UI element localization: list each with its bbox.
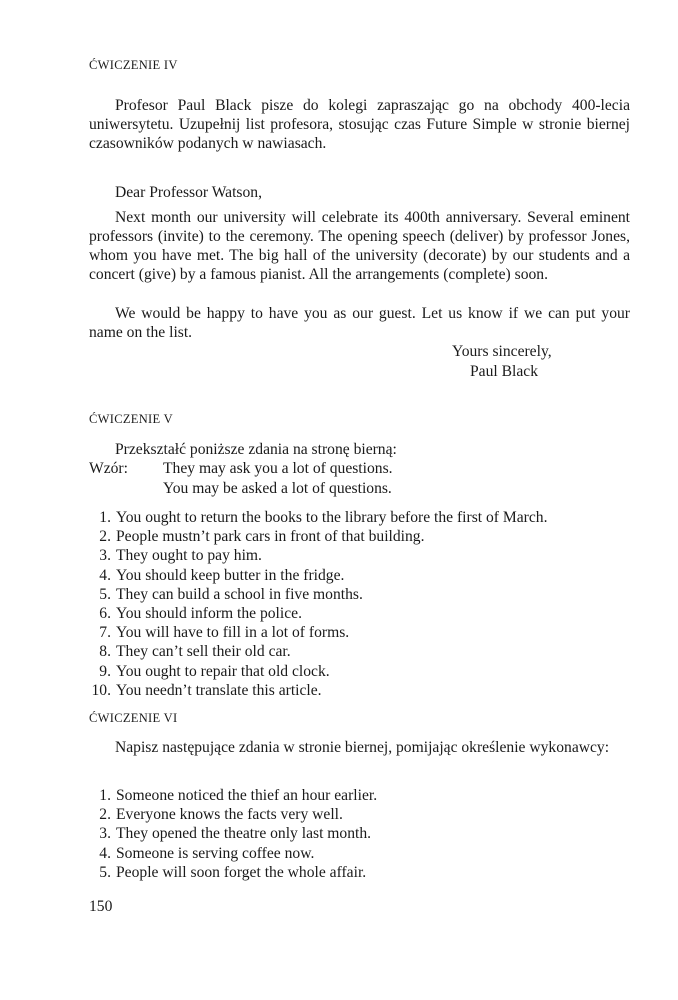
list-item: 2. People mustn’t park cars in front of that building.	[99, 528, 425, 546]
page-number: 150	[89, 898, 113, 915]
exercise-4-instruction: Profesor Paul Black pisze do kolegi zapraszając go na obchody 400-lecia uniwersytetu. Uzupełnij list profesora, stosując czas Future Simple w stronie biernej czasowników podanych w nawiasach.	[89, 97, 630, 152]
list-item: 4. Someone is serving coffee now.	[99, 844, 315, 862]
list-item: 1. You ought to return the books to the library before the first of March.	[99, 509, 548, 526]
list-item: 4. You should keep butter in the fridge.	[99, 566, 345, 584]
example-active-sentence: They may ask you a lot of questions.	[163, 460, 393, 477]
exercise-6-heading: ĆWICZENIE VI	[89, 711, 178, 725]
exercise-5-heading: ĆWICZENIE V	[89, 412, 173, 426]
list-item: 7. You will have to fill in a lot of forms.	[99, 624, 350, 642]
example-label: Wzór:	[89, 460, 128, 477]
exercise-5-instruction: Przekształć poniższe zdania na stronę bierną:	[115, 441, 397, 458]
letter-salutation: Dear Professor Watson,	[115, 184, 262, 201]
list-item: 3. They ought to pay him.	[99, 547, 262, 565]
list-item: 2. Everyone knows the facts very well.	[99, 806, 343, 824]
letter-signature: Paul Black	[470, 363, 538, 380]
example-passive-sentence: You may be asked a lot of questions.	[163, 480, 392, 497]
letter-paragraph-2: We would be happy to have you as our guest. Let us know if we can put your name on the list.	[89, 305, 630, 341]
list-item: 9. You ought to repair that old clock.	[99, 662, 330, 680]
letter-closing: Yours sincerely,	[452, 343, 552, 360]
list-item: 5. They can build a school in five months.	[99, 585, 363, 603]
exercise-6-list	[89, 786, 377, 882]
exercise-6-instruction: Napisz następujące zdania w stronie biernej, pomijając określenie wykonawcy:	[115, 739, 610, 756]
list-item: 3. They opened the theatre only last month.	[99, 825, 372, 843]
exercise-4-heading: ĆWICZENIE IV	[89, 58, 178, 72]
exercise-5-list	[89, 508, 548, 700]
list-item: 8. They can’t sell their old car.	[99, 643, 291, 661]
letter-paragraph-1: Next month our university will celebrate its 400th anniversary. Several eminent professors (invite) to the ceremony. The opening speech (deliver) by professor Jones, whom you have met. The big hall of the university (decorate) by our students and a concert (give) by a famous pianist. All the arrangements (complete) soon.	[89, 209, 630, 283]
list-item: 10. You needn’t translate this article.	[91, 681, 322, 699]
list-item: 1. Someone noticed the thief an hour earlier.	[99, 787, 378, 804]
list-item: 5. People will soon forget the whole affair.	[99, 863, 367, 881]
list-item: 6. You should inform the police.	[99, 605, 302, 623]
